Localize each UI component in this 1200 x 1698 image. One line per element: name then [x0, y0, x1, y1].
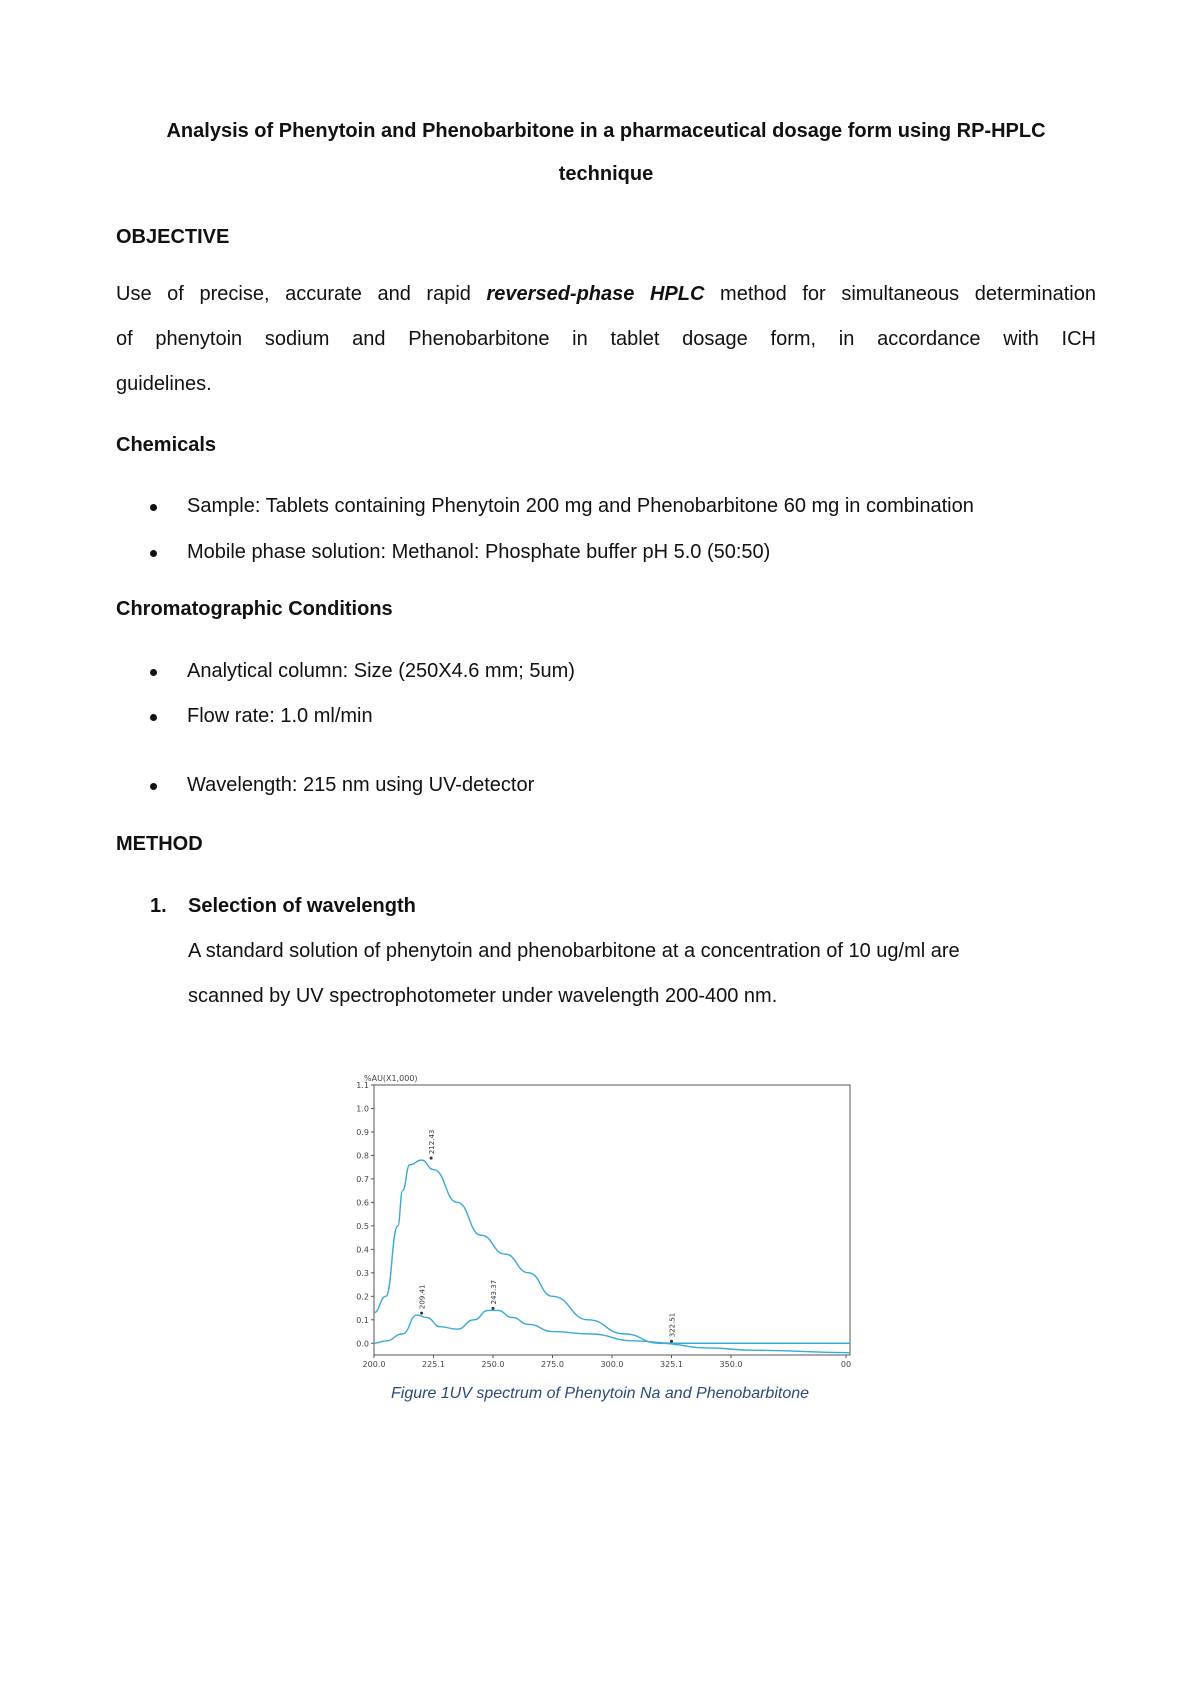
- objective-line3: guidelines.: [116, 373, 212, 395]
- y-tick-label: 1.1: [356, 1081, 369, 1090]
- peak-marker: [420, 1312, 423, 1315]
- objective-line2: of phenytoin sodium and Phenobarbitone in tablet dosage form, in accordance with ICH: [116, 328, 1096, 350]
- x-tick-label: 200.0: [362, 1360, 386, 1369]
- document-title-line1: Analysis of Phenytoin and Phenobarbitone in a pharmaceutical dosage form using RP-HPLC: [166, 120, 1046, 142]
- objective-paragraph: [116, 272, 1096, 407]
- step-title: Selection of wavelength: [188, 895, 416, 917]
- y-tick-label: 0.6: [356, 1198, 369, 1208]
- method-step1-line1: A standard solution of phenytoin and phenobarbitone at a concentration of 10 ug/ml are: [188, 940, 960, 962]
- objective-emphasis: reversed-phase HPLC: [486, 283, 705, 305]
- y-tick-label: 0.1: [356, 1315, 369, 1325]
- bullet-icon: [150, 550, 157, 557]
- peak-label: 322.51: [668, 1312, 677, 1338]
- bullet-icon: [150, 669, 157, 676]
- y-tick-label: 0.2: [356, 1292, 369, 1302]
- x-tick-label: 325.1: [660, 1360, 683, 1369]
- series-line-lower: [374, 1310, 850, 1343]
- bullet-icon: [150, 714, 157, 721]
- step-number: 1.: [150, 895, 167, 917]
- peak-label: 243.37: [490, 1279, 498, 1305]
- plot-frame: [374, 1085, 850, 1355]
- conditions-heading: Chromatographic Conditions: [116, 598, 393, 620]
- y-tick-label: 0.3: [356, 1268, 369, 1278]
- y-tick-label: 0.8: [356, 1151, 369, 1161]
- y-tick-label: 1.0: [356, 1104, 369, 1114]
- x-tick-label: 00: [840, 1360, 852, 1369]
- x-tick-label: 350.0: [719, 1360, 743, 1369]
- uv-spectrum-chart: [356, 1065, 860, 1375]
- y-axis-label: %AU(X1,000): [364, 1074, 418, 1083]
- y-tick-label: 0.9: [356, 1127, 369, 1137]
- objective-line1: Use of precise, accurate and rapid reversed-phase HPLC method for simultaneous determination: [116, 283, 1096, 305]
- bullet-icon: [150, 504, 157, 511]
- objective-heading: OBJECTIVE: [116, 226, 230, 248]
- x-tick-label: 300.0: [600, 1360, 624, 1369]
- method-heading: METHOD: [116, 833, 203, 855]
- y-tick-label: 0.0: [356, 1339, 369, 1349]
- y-tick-label: 0.7: [356, 1174, 369, 1184]
- x-tick-label: 275.0: [541, 1360, 564, 1369]
- series-line-upper: [374, 1160, 850, 1353]
- figure-caption: Figure 1UV spectrum of Phenytoin Na and Phenobarbitone: [390, 1385, 810, 1402]
- document-page: Analysis of Phenytoin and Phenobarbitone in a pharmaceutical dosage form using RP-HPLC technique OBJECTIVE Use of precise, accurate and rapid reversed-phase HPLC method for simultaneous determination of phenytoin sodium and Phenobarbitone in tablet dosage form, in accordance with ICH guidelines. Chemicals Sample: Tablets containing Phenytoin 200 mg and Phenobarbitone 60 mg in combination Mobile phase solution: Methanol: Phosphate buffer pH 5.0 (50:50) Chromatographic Conditions Analytical column: Size (250X4.6 mm; 5um) Flow rate: 1.0 ml/min Wavelength: 215 nm using UV-detector METHOD 1. Selection of wavelength A standard solution of phenytoin and phenobarbitone at a concentration of 10 ug/ml are scanned by UV spectrophotometer under wavelength 200-400 nm. %AU(X1,000) 1.1 1.0 0.9 0.8 0.7 0.6 0.5 0.4 0.3 0.2 0.1 0.0 200.0 225.1 250.0 275.0 300.0 325.1 350.0 00 212.43 209.41 243.37 322.51 Figure 1UV spectrum of Phenytoin Na and Phenobarbitone: [116, 120, 1096, 1402]
- peak-label: 212.43: [428, 1129, 437, 1155]
- peak-label: 209.41: [418, 1284, 427, 1310]
- chemicals-heading: Chemicals: [116, 434, 217, 456]
- y-tick-label: 0.4: [356, 1245, 369, 1255]
- document-title-line2: technique: [558, 163, 654, 185]
- y-tick-label: 0.5: [356, 1221, 369, 1231]
- peak-marker: [430, 1157, 433, 1160]
- peak-marker: [492, 1307, 495, 1310]
- peak-marker: [670, 1340, 673, 1343]
- method-step1-line2: scanned by UV spectrophotometer under wavelength 200-400 nm.: [188, 985, 778, 1007]
- bullet-icon: [150, 783, 157, 790]
- x-tick-label: 225.1: [422, 1360, 445, 1369]
- x-tick-label: 250.0: [481, 1360, 505, 1369]
